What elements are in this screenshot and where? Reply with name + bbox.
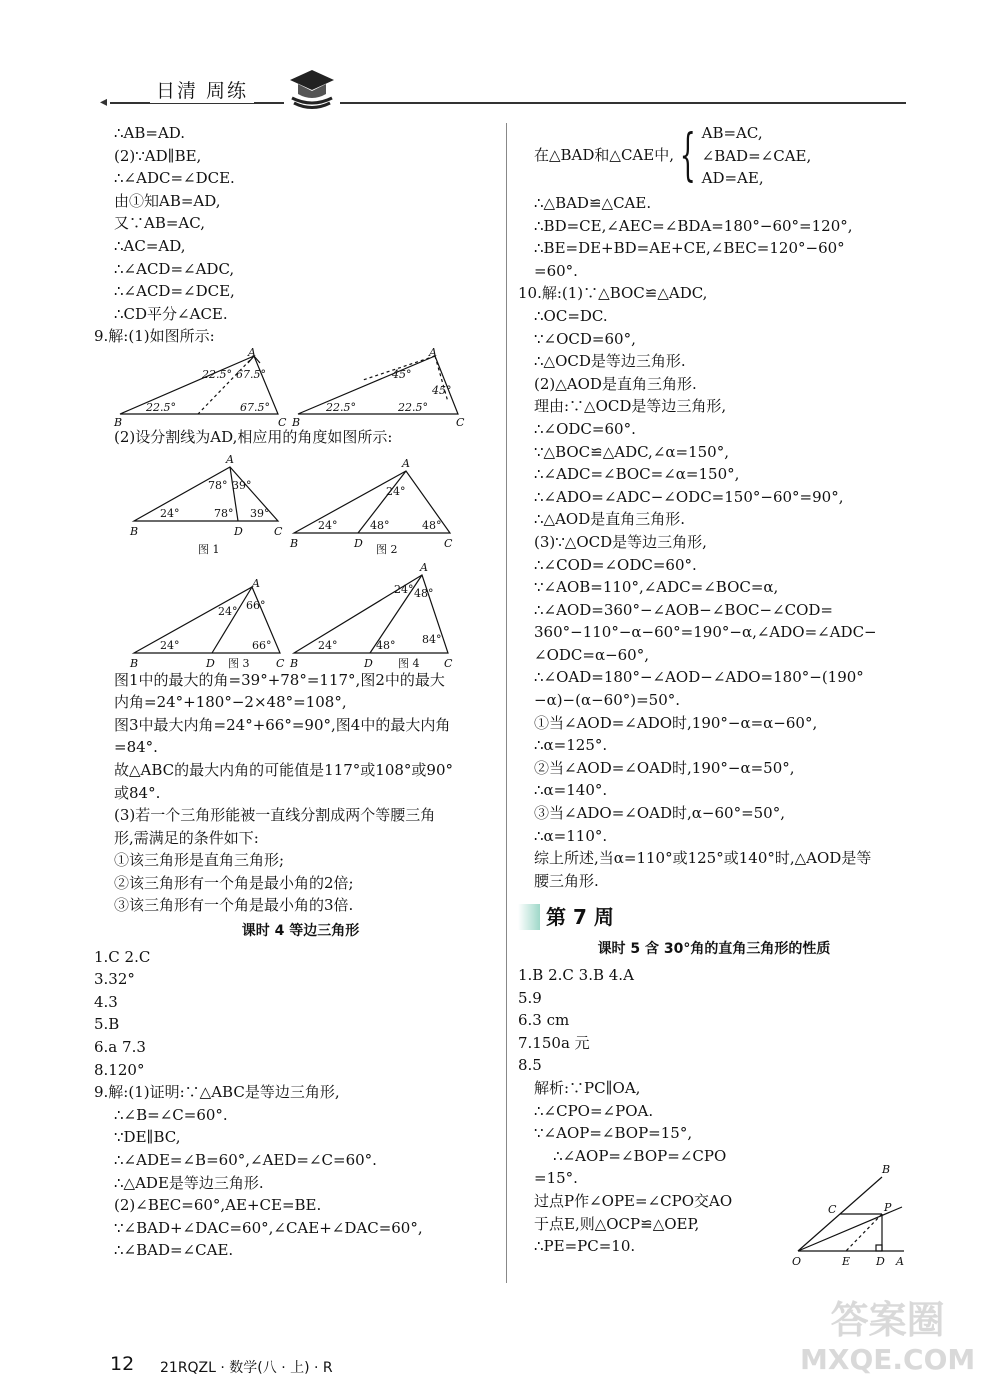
label: 48°	[422, 518, 442, 532]
text-line: 图1中的最大的角=39°+78°=117°,图2中的最大	[114, 670, 445, 689]
label: A	[248, 347, 256, 359]
text-line: ∵∠BAD+∠DAC=60°,∠CAE+∠DAC=60°,	[114, 1218, 423, 1237]
answer-line: 6.3 cm	[518, 1011, 570, 1030]
label: E	[842, 1254, 851, 1267]
label: 67.5°	[236, 367, 266, 381]
equation-system	[518, 122, 910, 192]
text-line: ②该三角形有一个角是最小角的2倍;	[114, 873, 354, 892]
label: A	[420, 560, 428, 574]
left-mid-lines	[108, 669, 493, 918]
left-q9-lines	[108, 1104, 493, 1262]
system-lines	[702, 122, 812, 190]
label: B	[292, 415, 301, 426]
text-line: ∴OC=DC.	[534, 306, 608, 325]
text-line: 腰三角形.	[534, 871, 599, 890]
text-line: 于点E,则△OCP≌△OEP,	[534, 1214, 700, 1233]
label: 45°	[392, 367, 412, 381]
watermark-line: 答案圈	[830, 1298, 945, 1342]
label: C	[276, 656, 285, 669]
label: A	[402, 456, 410, 470]
right-lines-a	[518, 192, 910, 282]
figure-q9-part1	[108, 348, 493, 426]
figure-q8	[788, 1163, 910, 1267]
text-line: ∴BE=DE+BD=AE+CE,∠BEC=120°−60°	[534, 239, 845, 258]
label: A	[226, 452, 234, 466]
text-line: ②当∠AOD=∠OAD时,190°−α=50°,	[534, 758, 795, 777]
label: 78°	[214, 506, 234, 520]
label: C	[828, 1202, 837, 1216]
figure-caption: 图 1	[198, 542, 220, 556]
header-title: 日清 周练	[150, 76, 254, 103]
answer-line: 8.120°	[94, 1060, 145, 1079]
text-line: ∵∠OCD=60°,	[534, 329, 636, 348]
label: B	[882, 1162, 891, 1176]
text-line: (2)△AOD是直角三角形.	[534, 374, 697, 393]
answer-line: 4.3	[94, 992, 118, 1011]
system-line: ∠BAD=∠CAE,	[701, 146, 812, 165]
text-line: ∴∠ADO=∠ADC−∠ODC=150°−60°=90°,	[534, 487, 844, 506]
label: B	[130, 524, 139, 538]
text-line: ∴∠ACD=∠DCE,	[114, 282, 235, 301]
text-line: =84°.	[114, 738, 158, 757]
label: D	[206, 656, 215, 669]
label: 66°	[252, 638, 272, 652]
page-number: 12	[110, 1353, 135, 1375]
text-line: 过点P作∠OPE=∠CPO交AO	[534, 1191, 733, 1210]
text-line: ∵∠AOB=110°,∠ADC=∠BOC=α,	[534, 578, 779, 597]
text-line: ∴α=110°.	[534, 826, 608, 845]
text-line: ∴∠ADE=∠B=60°,∠AED=∠C=60°.	[114, 1151, 377, 1169]
label: 39°	[250, 506, 270, 520]
watermark	[800, 1300, 975, 1380]
label: 39°	[232, 478, 252, 492]
text-line: ∴α=125°.	[534, 736, 608, 755]
text-line: 图3中最大内角=24°+66°=90°,图4中的最大内角	[114, 715, 451, 734]
text-line: ∴AC=AD,	[114, 236, 186, 255]
text-line: ∵∠AOP=∠BOP=15°,	[534, 1124, 693, 1143]
text-line: ③当∠ADO=∠OAD时,α−60°=50°,	[534, 804, 785, 823]
label: 22.5°	[202, 367, 232, 381]
text-line: ∴∠BAD=∠CAE.	[114, 1241, 234, 1260]
label: 78°	[208, 478, 228, 492]
text-line: 或84°.	[114, 783, 161, 802]
q8-solution	[518, 1077, 910, 1267]
label: 22.5°	[326, 400, 356, 414]
label: P	[884, 1200, 892, 1214]
text-line: (3)若一个三角形能被一直线分割成两个等腰三角	[114, 806, 436, 825]
label: C	[444, 656, 453, 669]
section-heading-lesson-4: 课时 4 等边三角形	[241, 923, 360, 940]
answer-line: 7.150a 元	[518, 1033, 590, 1052]
label: 22.5°	[398, 400, 428, 414]
label: 48°	[376, 638, 396, 652]
q9-part2: (2)设分割线为AD,相应用的角度如图所示:	[114, 427, 393, 446]
q10-body	[518, 305, 910, 892]
answer-line: 5.9	[518, 988, 542, 1007]
text-line: (2)∵AD∥BE,	[114, 146, 202, 165]
text-line: ∴∠ADC=∠DCE.	[114, 169, 235, 188]
label: 22.5°	[146, 400, 176, 414]
left-answers	[94, 946, 493, 1104]
label: D	[354, 536, 363, 550]
text-line: ∴∠ACD=∠ADC,	[114, 259, 235, 278]
text-line: ∴∠B=∠C=60°.	[114, 1105, 228, 1124]
text-line: ∴△OCD是等边三角形.	[534, 352, 686, 371]
text-line: ∵△BOC≌△ADC,∠α=150°,	[534, 442, 729, 461]
text-line: 综上所述,当α=110°或125°或140°时,△AOD是等	[534, 849, 872, 868]
label: 66°	[246, 598, 266, 612]
label: D	[234, 524, 243, 538]
figure-1-2	[108, 449, 493, 557]
label: 24°	[160, 638, 180, 652]
text-line: 理由:∵△OCD是等边三角形,	[534, 397, 727, 416]
text-line: ∴AB=AD.	[114, 124, 186, 142]
label: 84°	[422, 632, 442, 646]
text-line: ①当∠AOD=∠ADO时,190°−α=α−60°,	[534, 713, 818, 732]
label: 67.5°	[240, 400, 270, 414]
label: B	[130, 656, 139, 669]
graduation-cap-logo-icon	[284, 62, 340, 110]
text-line: ∴△ADE是等边三角形.	[114, 1173, 264, 1192]
left-column	[94, 122, 493, 1262]
text-line: (2)∠BEC=60°,AE+CE=BE.	[114, 1196, 322, 1215]
figure-caption: 图 3	[228, 656, 250, 669]
text-line: ③该三角形有一个角是最小角的3倍.	[114, 896, 354, 915]
text-line: ∴△AOD是直角三角形.	[534, 510, 686, 529]
system-line: AD=AE,	[701, 169, 764, 188]
label: O	[792, 1254, 802, 1267]
figure-caption: 图 2	[376, 542, 398, 556]
text-line: ∴BD=CE,∠AEC=∠BDA=180°−60°=120°,	[534, 216, 853, 235]
text-line: ∠ODC=α−60°,	[534, 645, 649, 664]
label: 24°	[386, 484, 406, 498]
text-line: 10.解:(1)∵△BOC≌△ADC,	[518, 284, 708, 303]
label: A	[252, 576, 260, 590]
label: 48°	[414, 586, 434, 600]
label: 24°	[318, 638, 338, 652]
watermark-line: MXQE.COM	[800, 1343, 976, 1376]
book-code: 21RQZL · 数学(八 · 上) · R	[160, 1360, 333, 1376]
text-line: =60°.	[534, 261, 578, 280]
label: A	[896, 1254, 904, 1267]
label: 48°	[370, 518, 390, 532]
figure-3-4	[108, 557, 493, 669]
q9-heading: 9.解:(1)如图所示:	[94, 327, 215, 346]
label: A	[429, 347, 437, 359]
answer-line: 3.32°	[94, 970, 135, 989]
text-line: ∴CD平分∠ACE.	[114, 304, 228, 323]
text-line: ∴△BAD≌△CAE.	[534, 194, 652, 212]
label: C	[444, 536, 453, 550]
right-column	[518, 122, 910, 1267]
text-line: ∴∠AOP=∠BOP=∠CPO	[534, 1146, 727, 1165]
text-line: ∵DE∥BC,	[114, 1128, 181, 1147]
text-line: ∴∠AOD=360°−∠AOB−∠BOC−∠COD=	[534, 600, 833, 619]
week-title: 第 7 周	[546, 905, 614, 930]
week-banner	[518, 902, 910, 932]
system-line: AB=AC,	[701, 124, 763, 142]
right-q10	[518, 282, 910, 892]
label: 24°	[218, 604, 238, 618]
header-arrow-icon: ◂	[100, 94, 108, 110]
label: D	[876, 1254, 885, 1267]
text-line: 故△ABC的最大内角的可能值是117°或108°或90°	[114, 760, 453, 779]
week-banner-accent	[518, 904, 540, 930]
label: B	[290, 656, 299, 669]
text-line: 9.解:(1)证明:∵△ABC是等边三角形,	[94, 1083, 340, 1102]
answer-line: 1.C 2.C	[94, 947, 151, 966]
system-lead: 在△BAD和△CAE中,	[534, 145, 674, 164]
text-line: ∴PE=PC=10.	[534, 1237, 636, 1256]
label: 24°	[394, 582, 414, 596]
text-line: 由①知AB=AD,	[114, 191, 221, 210]
brace-icon: {	[679, 122, 696, 188]
answer-line: 5.B	[94, 1015, 120, 1034]
section-heading-lesson-5: 课时 5 含 30°角的直角三角形的性质	[597, 941, 831, 958]
text-line: 形,需满足的条件如下:	[114, 828, 259, 847]
label: D	[364, 656, 373, 669]
text-line: ∴∠ADC=∠BOC=∠α=150°,	[534, 465, 740, 484]
label: B	[114, 415, 123, 426]
right-answers	[518, 964, 910, 1077]
answer-line: 1.B 2.C 3.B 4.A	[518, 966, 634, 984]
answer-line: 8.5	[518, 1056, 542, 1075]
text-line: ∴∠OAD=180°−∠AOD−∠ADO=180°−(190°	[534, 668, 864, 687]
text-line: −α)−(α−60°)=50°.	[534, 691, 681, 710]
text-line: (3)∵△OCD是等边三角形,	[534, 532, 707, 551]
label: C	[278, 415, 287, 426]
text-line: ①该三角形是直角三角形;	[114, 851, 285, 870]
text-line: ∴α=140°.	[534, 781, 608, 800]
text-line: 又∵AB=AC,	[114, 214, 205, 233]
text-line: 解析:∵PC∥OA,	[534, 1078, 641, 1097]
text-line: ∴∠ODC=60°.	[534, 419, 636, 438]
text-line: ∴∠COD=∠ODC=60°.	[534, 555, 697, 574]
label: C	[274, 524, 283, 538]
label: C	[456, 415, 465, 426]
label: 24°	[160, 506, 180, 520]
text-line: 内角=24°+180°−2×48°=108°,	[114, 693, 347, 712]
text-line: =15°.	[534, 1169, 578, 1188]
text-line: 360°−110°−α−60°=190°−α,∠ADO=∠ADC−	[534, 623, 877, 642]
answer-line: 6.a 7.3	[94, 1038, 146, 1057]
column-divider	[506, 123, 507, 1283]
text-line: ∴∠CPO=∠POA.	[534, 1101, 654, 1120]
left-top-lines	[108, 122, 493, 325]
label: 45°	[432, 383, 452, 397]
label: B	[290, 536, 299, 550]
label: 24°	[318, 518, 338, 532]
figure-caption: 图 4	[398, 656, 420, 669]
